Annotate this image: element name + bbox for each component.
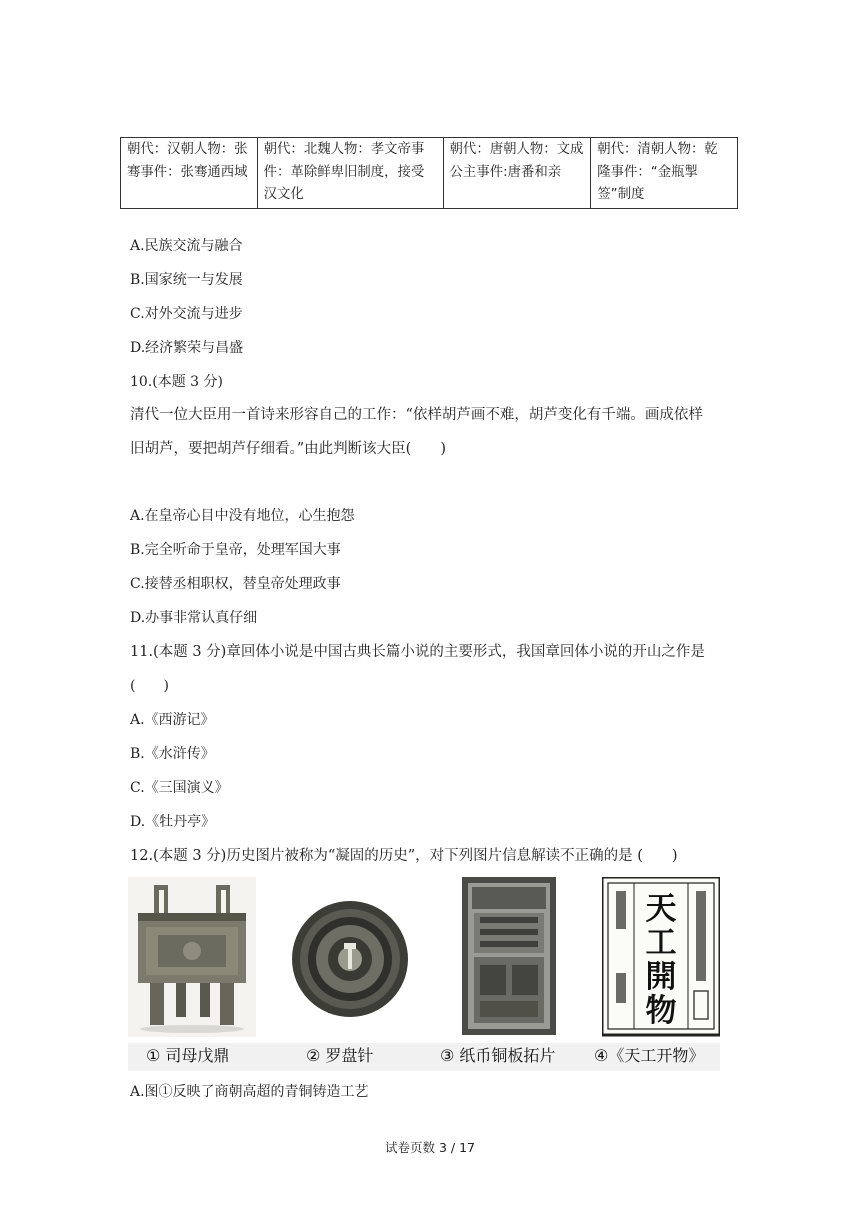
caption-tiangong: ④《天工开物》 (594, 1046, 705, 1065)
caption-compass: ② 罗盘针 (306, 1046, 374, 1065)
tiangong-kaiwu-image (602, 877, 720, 1037)
table-cell-tang: 朝代：唐朝人物：文成 公主事件:唐番和亲 (443, 138, 591, 209)
table-cell-qing: 朝代：清朝人物：乾隆事件：“金瓶掣签”制度 (591, 138, 738, 209)
page-footer: 试卷页数 3 / 17 (385, 1140, 475, 1155)
q11-option-c: C.《三国演义》 (130, 780, 229, 796)
q11-option-b: B.《水浒传》 (130, 746, 215, 762)
q11-text-line2: ( ) (130, 678, 169, 694)
table-cell-han: 朝代：汉朝人物：张骞事件：张骞通西域 (121, 138, 258, 209)
q10-header: 10.(本题 3 分) (130, 374, 223, 390)
paper-money-image (440, 877, 560, 1037)
q12-text: 12.(本题 3 分)历史图片被称为“凝固的历史”，对下列图片信息解读不正确的是 ( ) (130, 848, 678, 864)
q12-image-strip (128, 877, 720, 1072)
q11-option-d: D.《牡丹亭》 (130, 814, 216, 830)
compass-image (286, 877, 414, 1037)
q9-option-c: C.对外交流与进步 (130, 306, 243, 322)
q12-option-a: A.图①反映了商朝高超的青铜铸造工艺 (130, 1084, 369, 1100)
q9-option-d: D.经济繁荣与昌盛 (130, 340, 244, 356)
book-title-char: 物 (645, 993, 677, 1029)
caption-ding: ① 司母戊鼎 (146, 1046, 230, 1065)
q9-option-b: B.国家统一与发展 (130, 272, 243, 288)
book-title-char: 天 (645, 891, 677, 927)
caption-paper-money: ③ 纸币铜板拓片 (440, 1046, 556, 1065)
table-cell-beiwei: 朝代：北魏人物：孝文帝事件：革除鲜卑旧制度，接受汉文化 (257, 138, 443, 209)
q10-text-line1: 清代一位大臣用一首诗来形容自己的工作：“依样胡芦画不难，胡芦变化有千端。画成依样 (130, 407, 703, 423)
q10-option-c: C.接替丞相职权，替皇帝处理政事 (130, 576, 341, 592)
q10-option-a: A.在皇帝心目中没有地位，心生抱怨 (130, 508, 355, 524)
q10-option-b: B.完全听命于皇帝，处理军国大事 (130, 542, 341, 558)
q9-option-a: A.民族交流与融合 (130, 238, 243, 254)
book-title-char: 開 (645, 959, 677, 995)
q10-text-line2: 旧胡芦，要把胡芦仔细看。”由此判断该大臣( ) (130, 441, 446, 457)
q11-text-line1: 11.(本题 3 分)章回体小说是中国古典长篇小说的主要形式，我国章回体小说的开山之作是 (130, 644, 705, 660)
table-row (121, 138, 738, 209)
ding-image (128, 877, 256, 1037)
q11-option-a: A.《西游记》 (130, 712, 215, 728)
q10-option-d: D.办事非常认真仔细 (130, 610, 258, 626)
book-title-char: 工 (645, 925, 677, 961)
dynasty-info-table (120, 137, 738, 209)
